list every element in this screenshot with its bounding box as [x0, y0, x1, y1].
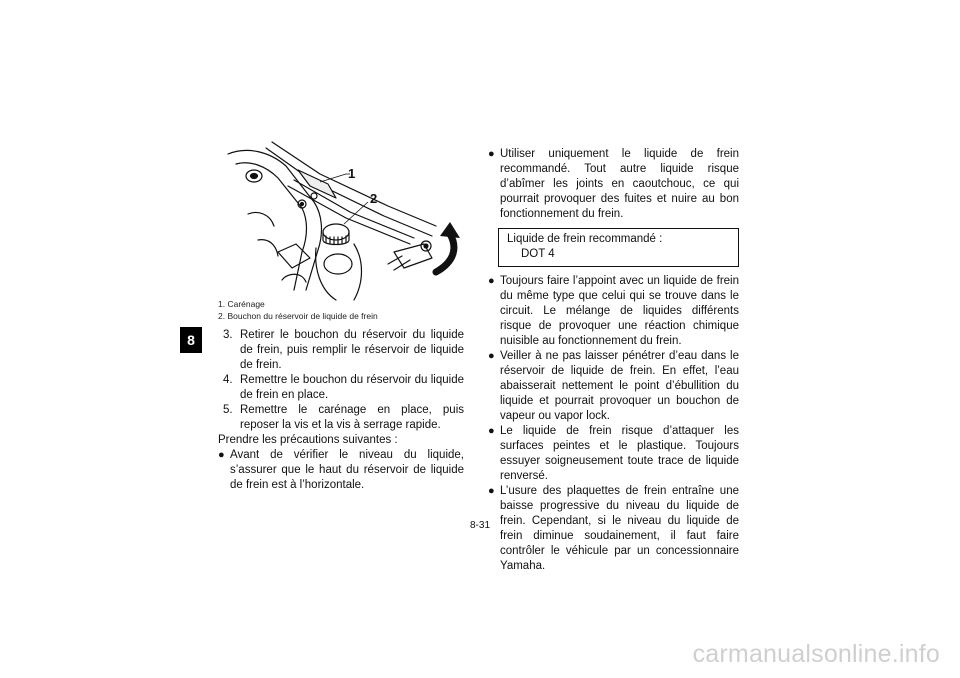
step-4	[218, 373, 464, 403]
bullet-item	[488, 349, 739, 424]
left-column	[218, 328, 464, 493]
bullet-dot: ●	[488, 350, 495, 362]
step-3	[218, 328, 464, 373]
bullet-dot: ●	[488, 425, 495, 437]
bullet-dot: ●	[488, 148, 495, 160]
step-number: 4.	[223, 374, 233, 386]
step-text: Remettre le bouchon du réservoir du liquide de frein en place.	[240, 374, 464, 401]
step-5	[218, 403, 464, 433]
bullet-item	[488, 424, 739, 484]
step-number: 5.	[223, 404, 233, 416]
bullet-text: Le liquide de frein risque d’attaquer les surfaces peintes et le plastique. Toujours essuyer soigneusement toute trace de liquide renversé.	[500, 425, 739, 482]
bullet-text: L’usure des plaquettes de frein entraîne une baisse progressive du niveau du liquide de frein. Cependant, si le niveau du liquide de frein diminue soudainement, il faut faire contrôler le véhicule par un concessionnaire Yamaha.	[500, 485, 739, 572]
page-number: 8-31	[469, 520, 490, 531]
step-number: 3.	[223, 329, 233, 341]
callout-1: 1	[348, 166, 356, 181]
bullet-dot: ●	[488, 275, 495, 287]
watermark: carmanualsonline.info	[692, 640, 940, 668]
figure-captions	[218, 298, 378, 322]
bullet-text: Toujours faire l’appoint avec un liquide de frein du même type que celui qui se trouve dans le circuit. Le mélange de liquides différents risque de provoquer une réaction chimique nuisible au fonctionnement du frein.	[500, 275, 739, 347]
bullet-text: Veiller à ne pas laisser pénétrer d’eau dans le réservoir de liquide de frein. En effet, l’eau abaisserait nettement le point d’ébullition du liquide et pourrait provoquer un bouchon de vapeur ou vapor lock.	[500, 350, 739, 422]
bullet-text: Avant de vérifier le niveau du liquide, s’assurer que le haut du réservoir de liquide de frein est à l’horizontale.	[230, 449, 464, 491]
bullet-dot: ●	[488, 485, 495, 497]
spec-label: Liquide de frein recommandé :	[507, 233, 663, 245]
step-text: Remettre le carénage en place, puis reposer la vis et la vis à serrage rapide.	[240, 404, 464, 431]
bullet-text: Utiliser uniquement le liquide de frein recommandé. Tout autre liquide risque d’abîmer les joints en caoutchouc, ce qui pourrait provoquer des fuites et nuire au bon fonctionnement du frein.	[500, 148, 739, 220]
step-text: Retirer le bouchon du réservoir du liquide de frein, puis remplir le réservoir de liquide de frein.	[240, 329, 464, 371]
precautions-intro: Prendre les précautions suivantes :	[218, 434, 398, 446]
callout-2: 2	[370, 191, 378, 206]
right-column	[488, 147, 739, 574]
bullet-item	[488, 147, 739, 222]
section-tab: 8	[180, 327, 202, 353]
bullet-item	[488, 274, 739, 349]
bullet-dot: ●	[218, 449, 225, 461]
caption-2: 2. Bouchon du réservoir de liquide de frein	[218, 311, 378, 321]
bullet-item	[218, 448, 464, 493]
spec-value: DOT 4	[521, 248, 555, 260]
caption-1: 1. Carénage	[218, 299, 265, 309]
spec-box	[498, 228, 739, 267]
brake-reservoir-illustration	[218, 140, 464, 302]
